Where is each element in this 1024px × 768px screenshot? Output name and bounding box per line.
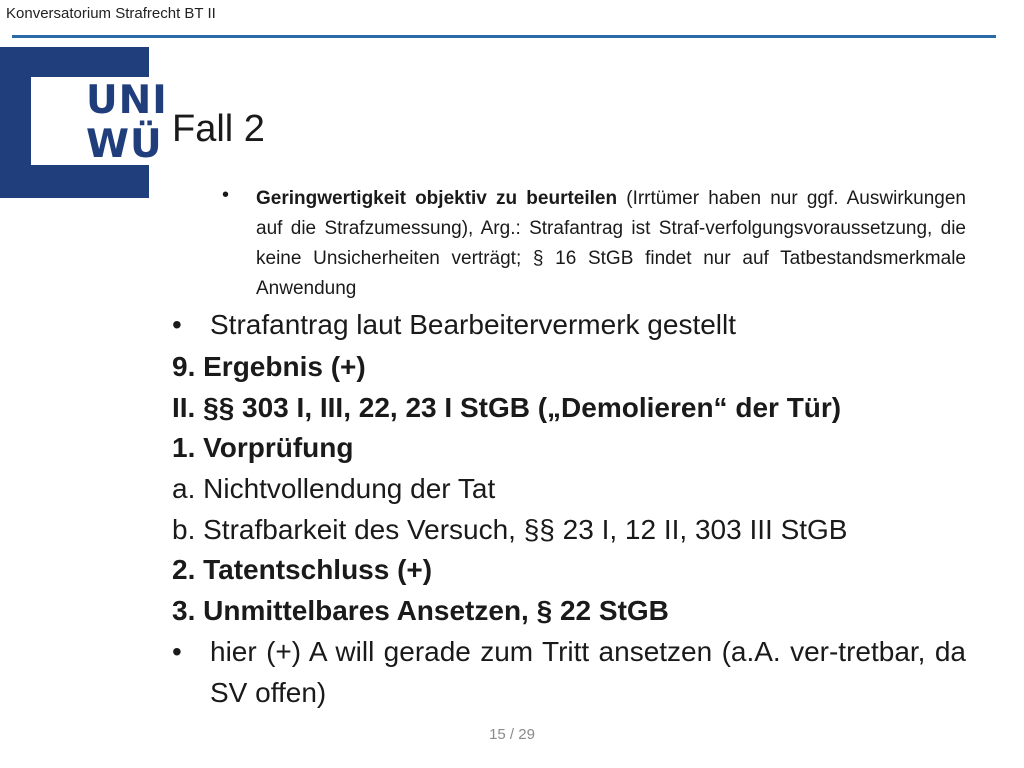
body-line: b. Strafbarkeit des Versuch, §§ 23 I, 12 II, 303 III StGB [172,514,848,545]
section-heading: 3. Unmittelbares Ansetzen, § 22 StGB [172,595,669,626]
section-heading: II. §§ 303 I, III, 22, 23 I StGB („Demolieren“ der Tür) [172,392,842,423]
page-number: 15 / 29 [489,726,535,743]
sub-bullet-text [256,184,966,304]
line-text: Strafantrag laut Bearbeitervermerk gestellt [210,309,737,340]
header-divider [12,35,996,38]
university-logo [0,47,168,198]
presentation-title: Konversatorium Strafrecht BT II [6,5,216,22]
logo-line-2: WÜ [86,122,163,167]
slide-title: Fall 2 [172,108,265,150]
body-line: a. Nichtvollendung der Tat [172,473,496,504]
line-text: hier (+) A will gerade zum Tritt ansetzen (a.A. ver-tretbar, da SV offen) [210,636,966,708]
logo-line-1: UNI [86,78,168,123]
section-heading: 2. Tatentschluss (+) [172,554,433,585]
bullet-line [172,304,966,345]
logo-text [86,79,168,167]
section-heading: 9. Ergebnis (+) [172,351,366,382]
sub-bullet-bold-text: Geringwertigkeit objektiv zu beurteilen [256,188,618,209]
section-heading: 1. Vorprüfung [172,432,354,463]
bullet-icon: • [222,184,230,206]
sub-bullet-rest-text: (Irrtümer haben nur ggf. Auswirkungen auf die Strafzumessung), Arg.: Strafantrag ist Straf-verfolgungsvoraussetzung, die keine Unsicherheiten verträgt; § 16 StGB findet nur auf Tatbestandsmerkmale Anwendung [256,188,966,299]
bullet-icon: • [172,309,182,340]
bullet-icon: • [172,636,182,667]
